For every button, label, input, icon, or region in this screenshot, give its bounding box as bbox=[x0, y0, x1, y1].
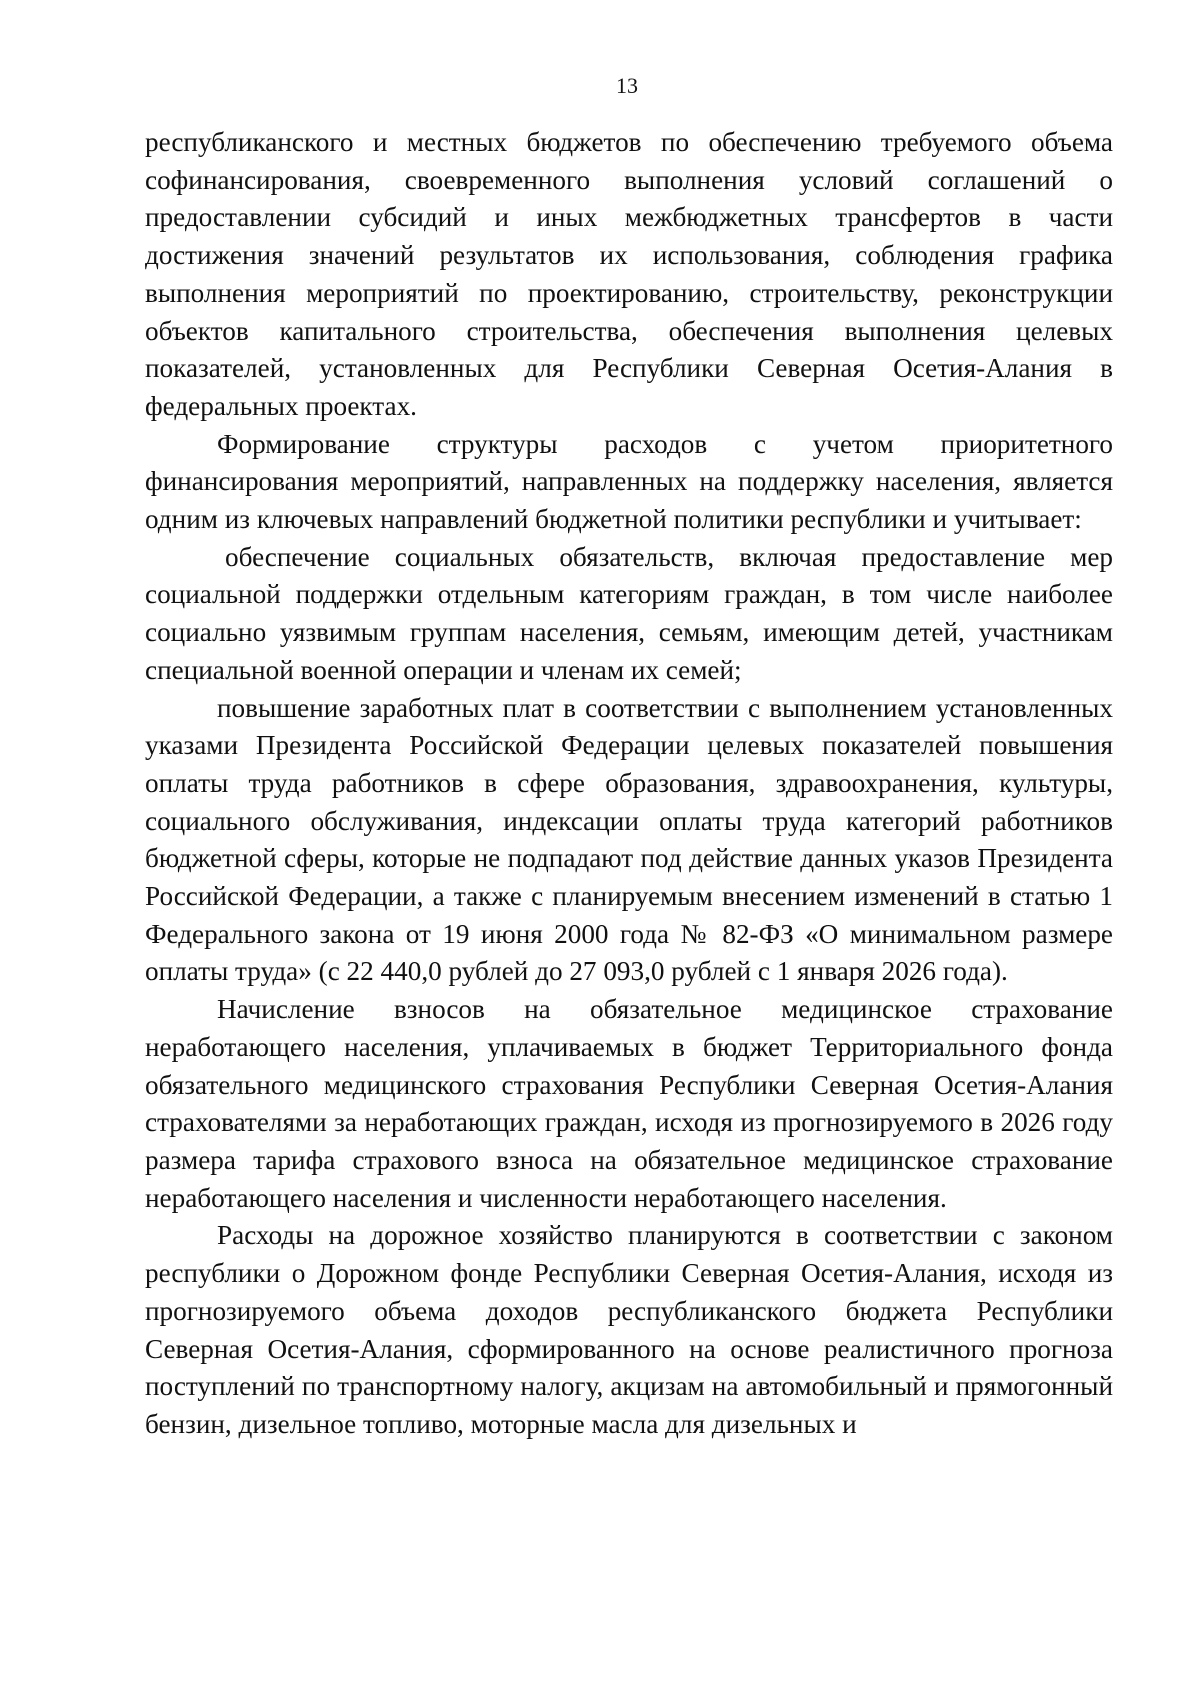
paragraph-social-obligations: обеспечение социальных обязательств, включая предоставление мер социальной поддержки отдельным категориям граждан, в том числе наиболее социально уязвимым группам населения, семьям, имеющим детей, участникам специальной военной операции и членам их семей; bbox=[145, 541, 1113, 685]
paragraph-medical-insurance: Начисление взносов на обязательное медицинское страхование неработающего населения, уплачиваемых в бюджет Территориального фонда обязательного медицинского страхования Республики Северная Осетия-Алания страхователями за неработающих граждан, исходя из прогнозируемого в 2026 году размера тарифа страхового взноса на обязательное медицинское страхование неработающего населения и численности неработающего населения. bbox=[145, 994, 1113, 1213]
document-body bbox=[145, 124, 1113, 1444]
paragraph-road-expenses: Расходы на дорожное хозяйство планируются в соответствии с законом республики о Дорожном фонде Республики Северная Осетия-Алания, исходя из прогнозируемого объема доходов республиканского бюджета Республики Северная Осетия-Алания, сформированного на основе реалистичного прогноза поступлений по транспортному налогу, акцизам на автомобильный и прямогонный бензин, дизельное топливо, моторные масла для дизельных и bbox=[145, 1220, 1113, 1439]
paragraph-budget-cofinancing: республиканского и местных бюджетов по обеспечению требуемого объема софинансирования, своевременного выполнения условий соглашений о предоставлении субсидий и иных межбюджетных трансфертов в части достижения значений результатов их использования, соблюдения графика выполнения мероприятий по проектированию, строительству, реконструкции объектов капитального строительства, обеспечения выполнения целевых показателей, установленных для Республики Северная Осетия-Алания в федеральных проектах. bbox=[145, 127, 1113, 421]
paragraph-salary-increase: повышение заработных плат в соответствии с выполнением установленных указами Президента Российской Федерации целевых показателей повышения оплаты труда работников в сфере образования, здравоохранения, культуры, социального обслуживания, индексации оплаты труда категорий работников бюджетной сферы, которые не подпадают под действие данных указов Президента Российской Федерации, а также с планируемым внесением изменений в статью 1 Федерального закона от 19 июня 2000 года № 82-ФЗ «О минимальном размере оплаты труда» (с 22 440,0 рублей до 27 093,0 рублей с 1 января 2026 года). bbox=[145, 692, 1113, 987]
paragraph-expense-structure: Формирование структуры расходов с учетом приоритетного финансирования мероприятий, направленных на поддержку населения, является одним из ключевых направлений бюджетной политики республики и учитывает: bbox=[145, 428, 1113, 535]
page-number: 13 bbox=[616, 73, 638, 98]
